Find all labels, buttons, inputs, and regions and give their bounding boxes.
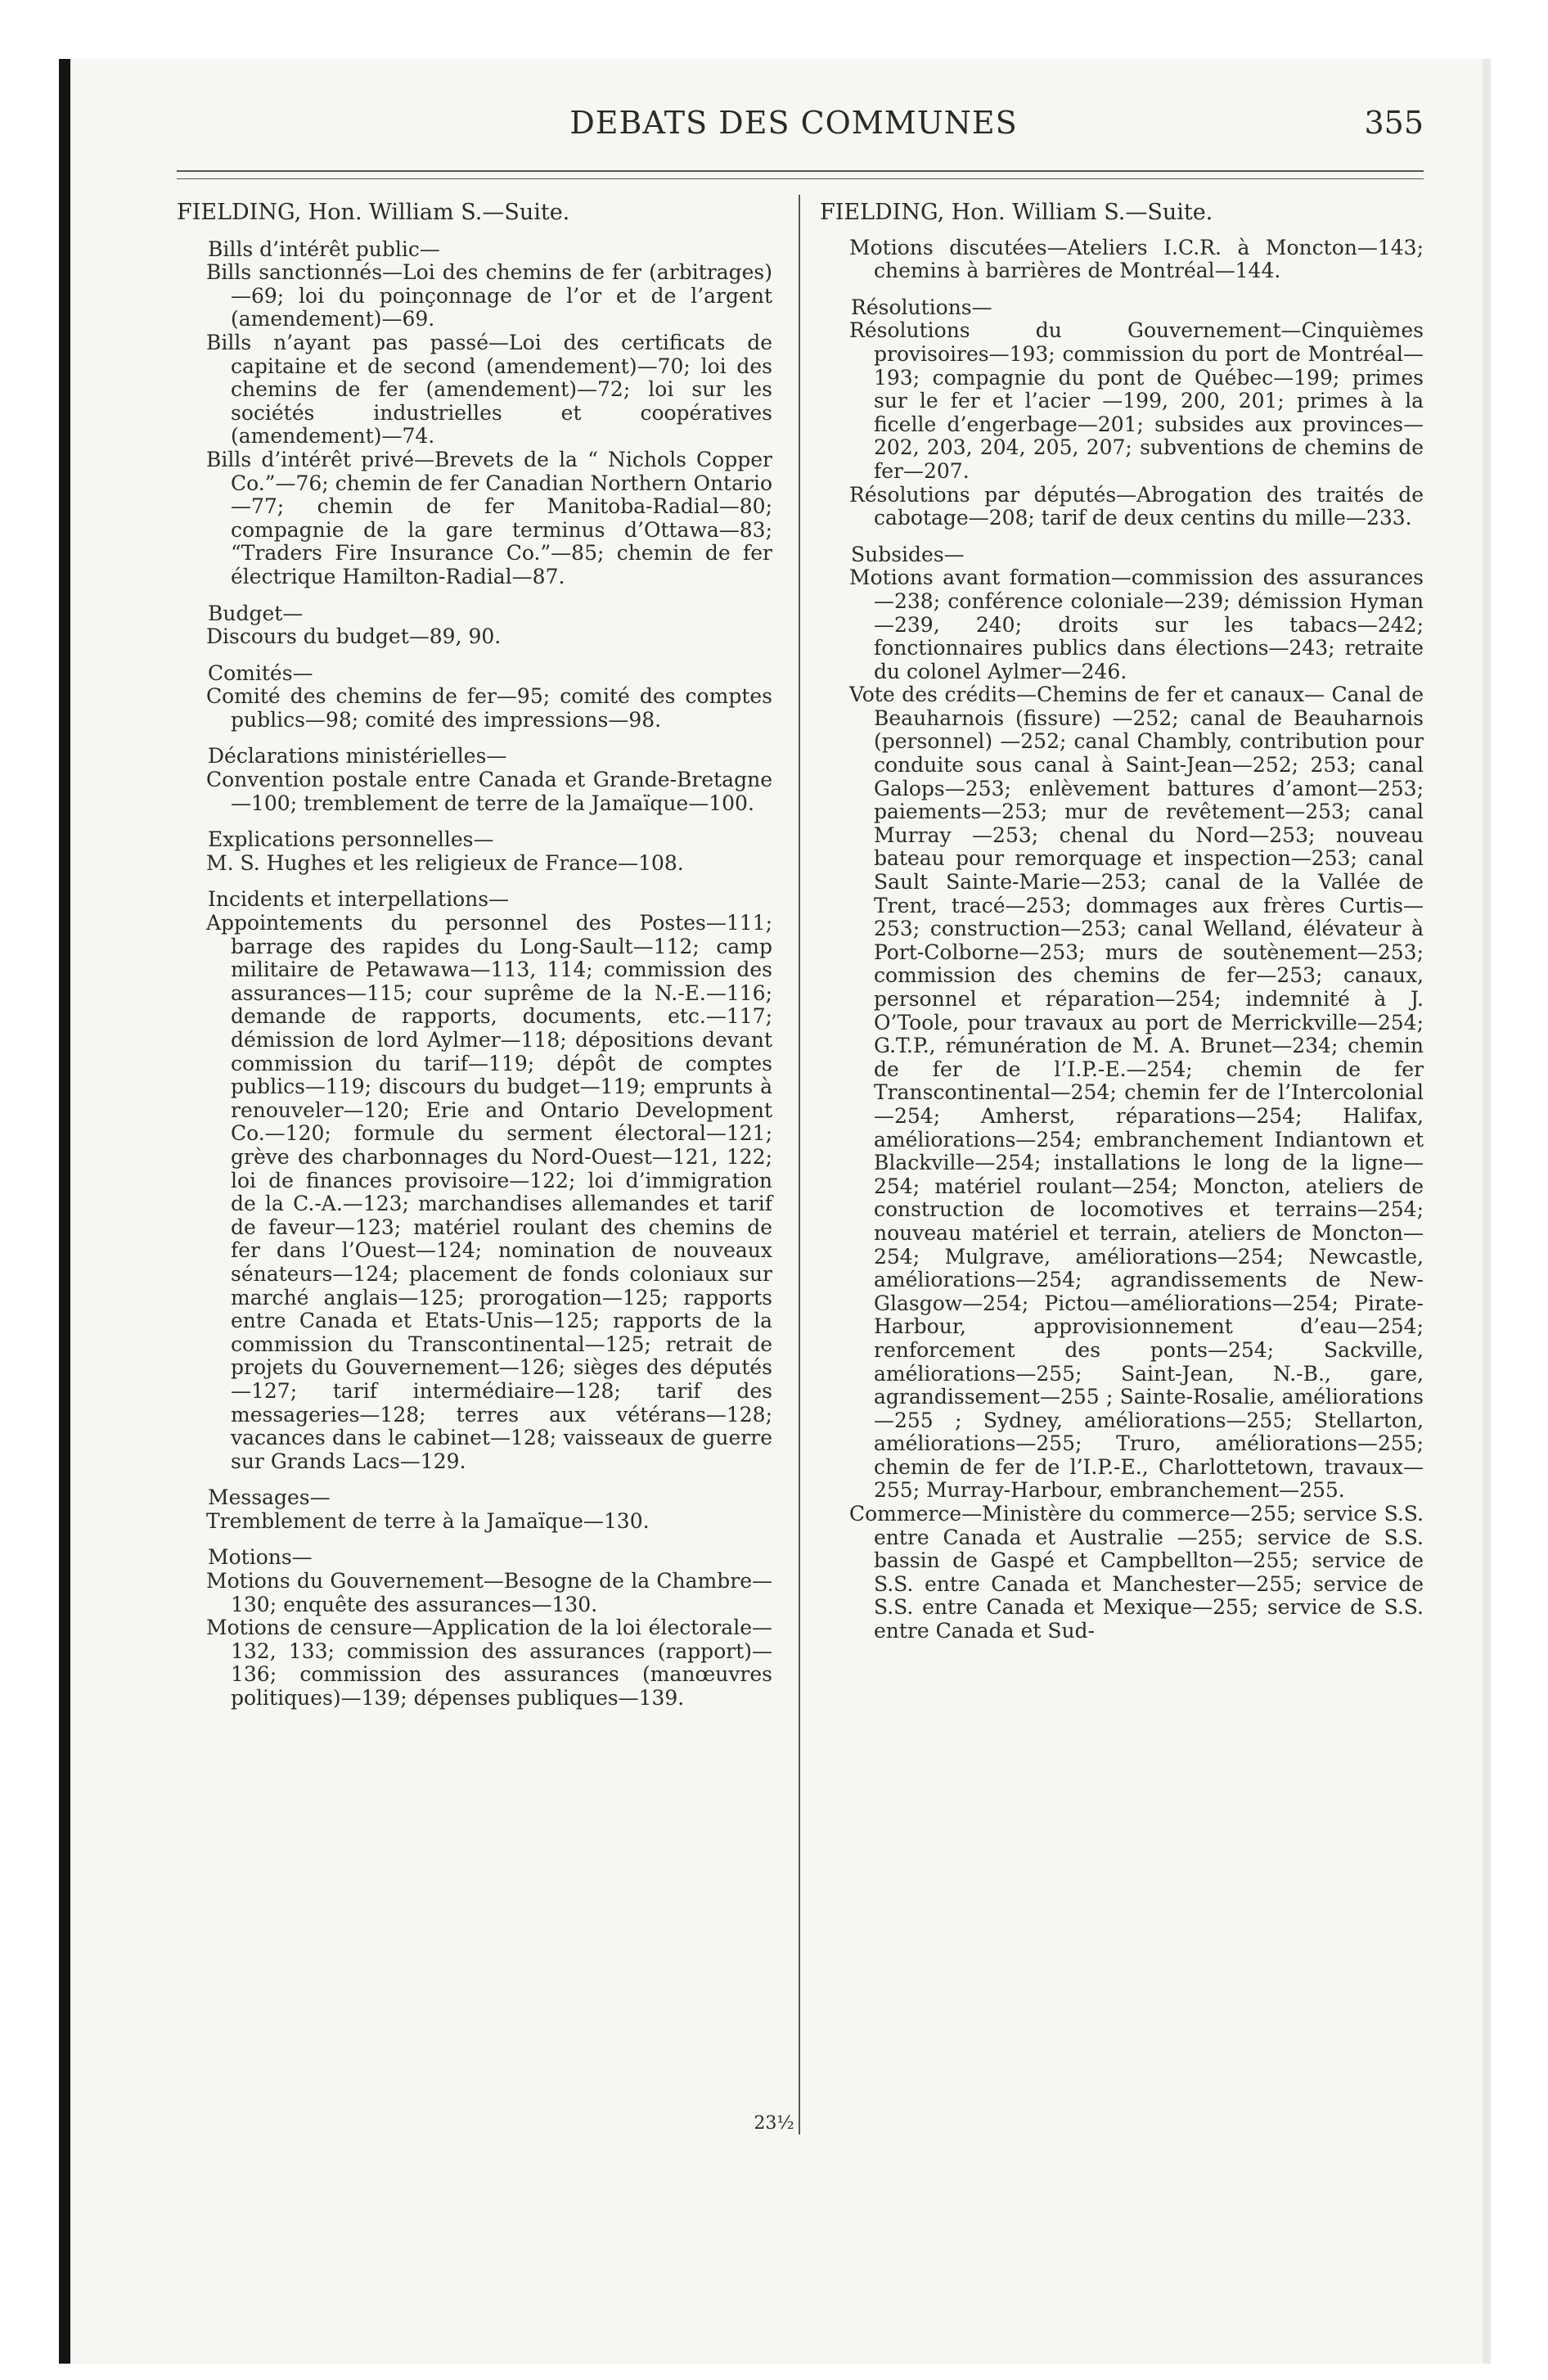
index-entry: Convention postale entre Canada et Grande-Bretagne—100; tremblement de terre de la Jamaïque—100. (206, 768, 772, 815)
page-number: 355 (1364, 105, 1424, 141)
index-entry: Résolutions du Gouvernement—Cinquièmes provisoires—193; commission du port de Montréal—193; compagnie du pont de Québec—199; primes sur le fer et l’acier —199, 200, 201; primes à la ficelle d’engerbage—201; subsides aux provinces—202, 203, 204, 205, 207; subventions de chemins de fer—207. (849, 318, 1424, 483)
index-entry: Résolutions par députés—Abrogation des traités de cabotage—208; tarif de deux centins du mille—233. (849, 482, 1424, 530)
index-entry: Tremblement de terre à la Jamaïque—130. (206, 1508, 650, 1533)
index-entry: Comité des chemins de fer—95; comité des comptes publics—98; comité des impressions—98. (206, 684, 772, 732)
index-section-heading: Motions— (208, 1545, 313, 1570)
column-heading: FIELDING, Hon. William S.—Suite. (177, 200, 570, 225)
signature-mark: 23½ (754, 2113, 794, 2134)
running-title: DEBATS DES COMMUNES (569, 105, 1018, 141)
index-section-heading: Incidents et interpellations— (208, 887, 510, 912)
page-edge (1483, 59, 1491, 2364)
index-section-heading: Déclarations ministérielles— (208, 744, 507, 769)
index-entry: Motions de censure—Application de la loi électorale—132, 133; commission des assurances (rapport)—136; commission des assurances (manœuvres politiques)—139; dépenses publiques—139. (206, 1616, 772, 1711)
index-section-heading: Bills d’intérêt public— (208, 237, 440, 261)
left-column (177, 201, 772, 1711)
index-entry: Discours du budget—89, 90. (206, 624, 502, 649)
index-entry: Bills sanctionnés—Loi des chemins de fer (arbitrages)—69; loi du poinçonnage de l’or et de l’argent (amendement)—69. (206, 260, 772, 331)
index-entry: Appointements du personnel des Postes—111; barrage des rapides du Long-Sault—112; camp militaire de Petawawa—113, 114; commission des assurances—115; cour suprême de la N.-E.—116; demande de rapports, documents, etc.—117; démission de lord Aylmer—118; dépositions devant commission du tarif—119; dépôt de comptes publics—119; discours du budget—119; emprunts à renouveler—120; Erie and Ontario Development Co.—120; formule du serment électoral—121; grève des charbonnages du Nord-Ouest—121, 122; loi de finances provisoire—122; loi d’immigration de la C.-A.—123; marchandises allemandes et tarif de faveur—123; matériel roulant des chemins de fer dans l’Ouest—124; nomination de nouveaux sénateurs—124; placement de fonds coloniaux sur marché anglais—125; prorogation—125; rapports entre Canada et Etats-Unis—125; rapports de la commission du Transcontinental—125; retrait de projets du Gouvernement—126; sièges des députés—127; tarif intermédiaire—128; tarif des messageries—128; terres aux vétérans—128; vacances dans le cabinet—128; vaisseaux de guerre sur Grands Lacs—129. (206, 911, 772, 1473)
right-column (820, 201, 1424, 1643)
index-entry: Vote des crédits—Chemins de fer et canaux— Canal de Beauharnois (fissure) —252; canal de Beauharnois (personnel) —252; canal Chambly, contribution pour conduite sous canal à Saint-Jean—252; 253; canal Galops—253; enlèvement battures d’amont—253; paiements—253; mur de revêtement—253; canal Murray —253; chenal du Nord—253; nouveau bateau pour remorquage et inspection—253; canal Sault Sainte-Marie—253; canal de la Vallée de Trent, tracé—253; dommages aux frères Curtis—253; construction—253; canal Welland, élévateur à Port-Colborne—253; murs de soutènement—253; commission des chemins de fer—253; canaux, personnel et réparation—254; indemnité à J. O’Toole, pour travaux au port de Merrickville—254; G.T.P., rémunération de M. A. Brunet—234; chemin de fer de l’I.P.-E.—254; chemin de fer Transcontinental—254; chemin fer de l’Intercolonial—254; Amherst, réparations—254; Halifax, améliorations—254; embranchement Indiantown et Blackville—254; installations le long de la ligne—254; matériel roulant—254; Moncton, ateliers de construction de locomotives et terrains—254; nouveau matériel et terrain, ateliers de Moncton—254; Mulgrave, améliorations—254; Newcastle, améliorations—254; agrandissements de New-Glasgow—254; Pictou—améliorations—254; Pirate-Harbour, approvisionnement d’eau—254; renforcement des ponts—254; Sackville, améliorations—255; Saint-Jean, N.-B., gare, agrandissement—255 ; Sainte-Rosalie, améliorations—255 ; Sydney, améliorations—255; Stellarton, améliorations—255; Truro, améliorations—255; chemin de fer de l’I.P.-E., Charlottetown, travaux—255; Murray-Harbour, embranchement—255. (849, 683, 1424, 1503)
index-section-heading: Résolutions— (851, 295, 992, 319)
index-entry: M. S. Hughes et les religieux de France—108. (206, 850, 684, 875)
index-section-heading: Comités— (208, 660, 313, 685)
index-entry: Bills n’ayant pas passé—Loi des certificats de capitaine et de second (amendement)—70; loi des chemins de fer (amendement)—72; loi sur les sociétés industrielles et coopératives (amendement)—74. (206, 330, 772, 449)
index-entry: Bills d’intérêt privé—Brevets de la “ Nichols Copper Co.”—76; chemin de fer Canadian Northern Ontario—77; chemin de fer Manitoba-Radial—80; compagnie de la gare terminus d’Ottawa—83; “Traders Fire Insurance Co.”—85; chemin de fer électrique Hamilton-Radial—87. (206, 447, 772, 588)
index-entry: Motions du Gouvernement—Besogne de la Chambre—130; enquête des assurances—130. (206, 1569, 772, 1616)
index-section-heading: Messages— (208, 1485, 331, 1510)
index-entry: Motions avant formation—commission des assurances—238; conférence coloniale—239; démission Hyman—239, 240; droits sur les tabacs—242; fonctionnaires publics dans élections—243; retraite du colonel Aylmer—246. (849, 566, 1424, 683)
page-header (164, 105, 1424, 151)
column-divider (799, 195, 800, 2134)
index-section-heading: Subsides— (851, 542, 965, 566)
column-heading: FIELDING, Hon. William S.—Suite. (820, 200, 1213, 225)
header-rule-thin (177, 178, 1424, 179)
index-section-heading: Budget— (208, 601, 304, 625)
index-entry: Commerce—Ministère du commerce—255; service S.S. entre Canada et Australie —255; service de S.S. bassin de Gaspé et Campbellton—255; service de S.S. entre Canada et Manchester—255; service de S.S. entre Canada et Mexique—255; service de S.S. entre Canada et Sud- (849, 1502, 1424, 1643)
header-rule (177, 170, 1424, 172)
index-entry: Motions discutées—Ateliers I.C.R. à Moncton—143; chemins à barrières de Montréal—144. (849, 235, 1424, 283)
index-section-heading: Explications personnelles— (208, 827, 494, 852)
